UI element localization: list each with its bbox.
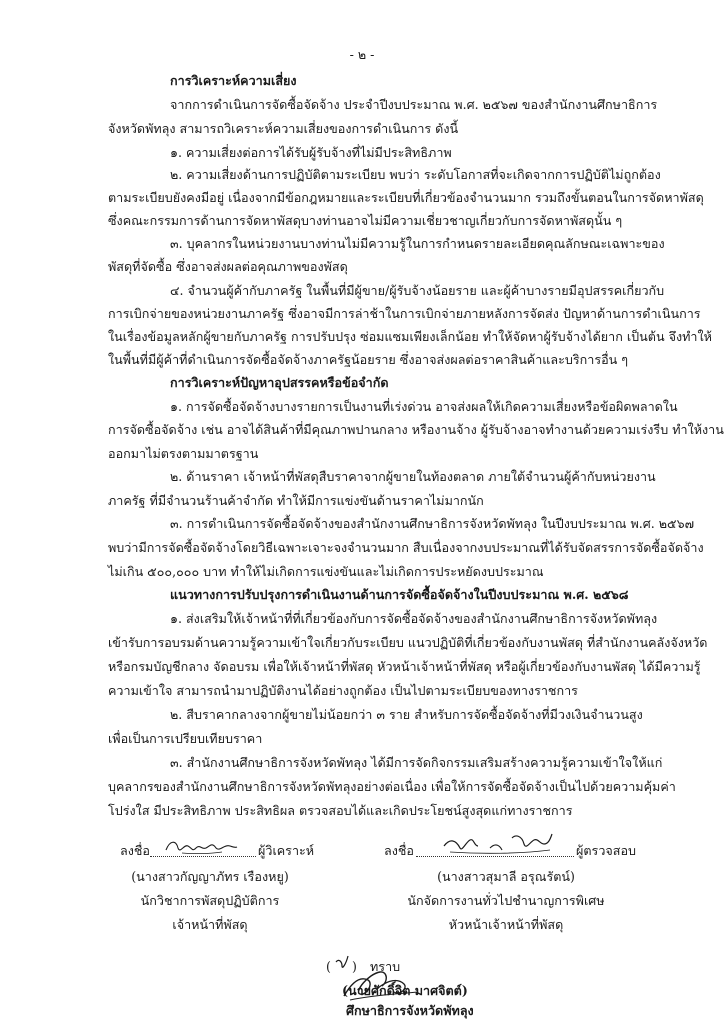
risk-line: ซึ่งคณะกรรมการด้านการจัดหาพัสดุบางท่านอาจไม่มีความเชี่ยวชาญเกี่ยวกับการจัดหาพัสดุนั้น ๆ <box>108 213 623 228</box>
problems-heading: การวิเคราะห์ปัญหาอุปสรรคหรือข้อจำกัด <box>170 375 389 390</box>
risk-line: ๔. จำนวนผู้ค้ากับภาครัฐ ในพื้นที่มีผู้ขาย/ผู้รับจ้างน้อยราย และผู้ค้าบางรายมีอุปสรรคเกี่ยวกับ <box>170 283 665 298</box>
improvement-line: ความเข้าใจ สามารถนำมาปฏิบัติงานได้อย่างถูกต้อง เป็นไปตามระเบียบของทางราชการ <box>108 683 578 698</box>
problems-line: ไม่เกิน ๕๐๐,๐๐๐ บาท ทำให้ไม่เกิดการแข่งขันและไม่เกิดการประหยัดงบประมาณ <box>108 564 544 579</box>
acknowledge-open-paren: ( <box>326 959 331 974</box>
risk-line: ๑. ความเสี่ยงต่อการได้รับผู้รับจ้างที่ไม่มีประสิทธิภาพ <box>170 145 452 160</box>
problems-line: ภาครัฐ ที่มีจำนวนร้านค้าจำกัด ทำให้มีการแข่งขันด้านราคาไม่มากนัก <box>108 493 484 508</box>
signature-right-duty: หัวหน้าเจ้าหน้าที่พัสดุ <box>448 917 564 932</box>
improvement-line: บุคลากรของสำนักงานศึกษาธิการจังหวัดพัทลุงอย่างต่อเนื่อง เพื่อให้การจัดซื้อจัดจ้างเป็นไปด้วยความคุ้มค่า <box>108 779 676 794</box>
signature-left-role: ผู้วิเคราะห์ <box>258 843 315 858</box>
risk-line: การเบิกจ่ายของหน่วยงานภาครัฐ ซึ่งอาจมีการล่าช้าในการเบิกจ่ายภายหลังการจัดส่ง ปัญหาด้านการดำเนินการ <box>108 306 701 321</box>
improvement-heading: แนวทางการปรับปรุงการดำเนินงานด้านการจัดซื้อจัดจ้างในปีงบประมาณ พ.ศ. ๒๕๖๘ <box>170 587 629 602</box>
risk-line: ตามระเบียบยังคงมีอยู่ เนื่องจากมีข้อกฎหมายและระเบียบที่เกี่ยวข้องจำนวนมาก รวมถึงขั้นตอนในการจัดหาพัสดุ <box>108 190 704 205</box>
risk-line: ๓. บุคลากรในหน่วยงานบางท่านไม่มีความรู้ในการกำหนดรายละเอียดคุณลักษณะเฉพาะของ <box>170 236 665 251</box>
problems-line: ๒. ด้านราคา เจ้าหน้าที่พัสดุสืบราคาจากผู้ขายในท้องตลาด ภายใต้จำนวนผู้ค้ากับหน่วยงาน <box>170 469 656 484</box>
signature-right-prefix: ลงชื่อ <box>384 843 414 858</box>
improvement-line: ๑. ส่งเสริมให้เจ้าหน้าที่ที่เกี่ยวข้องกับการจัดซื้อจัดจ้างของสำนักงานศึกษาธิการจังหวัดพัทลุง <box>170 611 658 626</box>
risk-line: จังหวัดพัทลุง สามารถวิเคราะห์ความเสี่ยงของการดำเนินการ ดังนี้ <box>108 121 459 136</box>
director-title: ศึกษาธิการจังหวัดพัทลุง <box>346 1003 474 1018</box>
improvement-line: หรือกรมบัญชีกลาง จัดอบรม เพื่อให้เจ้าหน้าที่พัสดุ หัวหน้าเจ้าหน้าที่พัสดุ หรือผู้เกี่ยวข้องกับงานพัสดุ ได้มีความรู้ <box>108 659 701 674</box>
acknowledge-text: ทราบ <box>370 959 401 974</box>
signature-right-role: ผู้ตรวจสอบ <box>576 843 637 858</box>
director-name: (นายศักดิ์จิต มาศจิตต์) <box>342 983 468 998</box>
improvement-line: เข้ารับการอบรมด้านความรู้ความเข้าใจเกี่ยวกับระเบียบ แนวปฏิบัติที่เกี่ยวข้องกับงานพัสดุ ที่สำนักงานคลังจังหวัด <box>108 635 708 650</box>
problems-line: พบว่ามีการจัดซื้อจัดจ้างโดยวิธีเฉพาะเจาะจงจำนวนมาก สืบเนื่องจากงบประมาณที่ได้รับจัดสรรการจัดซื้อจัดจ้าง <box>108 540 704 555</box>
signature-left-duty: เจ้าหน้าที่พัสดุ <box>172 917 248 932</box>
problems-line: การจัดซื้อจัดจ้าง เช่น อาจได้สินค้าที่มีคุณภาพปานกลาง หรืองานจ้าง ผู้รับจ้างอาจทำงานด้วยความเร่งรีบ ทำให้งาน <box>108 422 724 437</box>
risk-heading: การวิเคราะห์ความเสี่ยง <box>170 73 297 88</box>
risk-line: พัสดุที่จัดซื้อ ซึ่งอาจส่งผลต่อคุณภาพของพัสดุ <box>108 259 348 274</box>
risk-line: ๒. ความเสี่ยงด้านการปฏิบัติตามระเบียบ พบว่า ระดับโอกาสที่จะเกิดจากการปฏิบัติไม่ถูกต้อง <box>170 167 661 182</box>
risk-line: ในพื้นที่มีผู้ค้าที่ดำเนินการจัดซื้อจัดจ้างภาครัฐน้อยราย ซึ่งอาจส่งผลต่อราคาสินค้าและบริการอื่น ๆ <box>108 352 629 367</box>
signature-left-image <box>162 836 240 858</box>
signature-right-image <box>440 828 558 858</box>
signature-left-name: (นางสาวกัญญาภัทร เรืองหยู) <box>131 869 289 884</box>
problems-line: ออกมาไม่ตรงตามมาตรฐาน <box>108 446 259 461</box>
problems-line: ๓. การดำเนินการจัดซื้อจัดจ้างของสำนักงานศึกษาธิการจังหวัดพัทลุง ในปีงบประมาณ พ.ศ. ๒๕๖๗ <box>170 516 695 531</box>
signature-left-prefix: ลงชื่อ <box>120 843 150 858</box>
improvement-line: โปร่งใส มีประสิทธิภาพ ประสิทธิผล ตรวจสอบได้และเกิดประโยชน์สูงสุดแก่ทางราชการ <box>108 803 573 818</box>
acknowledge-close-paren: ) <box>352 959 357 974</box>
risk-line: จากการดำเนินการจัดซื้อจัดจ้าง ประจำปีงบประมาณ พ.ศ. ๒๕๖๗ ของสำนักงานศึกษาธิการ <box>170 97 658 112</box>
problems-line: ๑. การจัดซื้อจัดจ้างบางรายการเป็นงานที่เร่งด่วน อาจส่งผลให้เกิดความเสี่ยงหรือข้อผิดพลาดใน <box>170 399 678 414</box>
signature-left-position: นักวิชาการพัสดุปฏิบัติการ <box>140 893 280 908</box>
improvement-line: ๓. สำนักงานศึกษาธิการจังหวัดพัทลุง ได้มีการจัดกิจกรรมเสริมสร้างความรู้ความเข้าใจให้แก่ <box>170 755 663 770</box>
risk-line: ในเรื่องข้อมูลหลักผู้ขายกับภาครัฐ การปรับปรุง ซ่อมแซมเพียงเล็กน้อย ทำให้จัดหาผู้รับจ้างได้ยาก เป็นต้น จึงทำให้ <box>108 329 712 344</box>
signature-right-position: นักจัดการงานทั่วไปชำนาญการพิเศษ <box>407 893 605 908</box>
signature-right-name: (นางสาวสุมาลี อรุณรัตน์) <box>437 869 575 884</box>
improvement-line: เพื่อเป็นการเปรียบเทียบราคา <box>108 731 263 746</box>
page-number: - ๒ - <box>349 47 375 62</box>
improvement-line: ๒. สืบราคากลางจากผู้ขายไม่น้อยกว่า ๓ ราย สำหรับการจัดซื้อจัดจ้างที่มีวงเงินจำนวนสูง <box>170 707 643 722</box>
